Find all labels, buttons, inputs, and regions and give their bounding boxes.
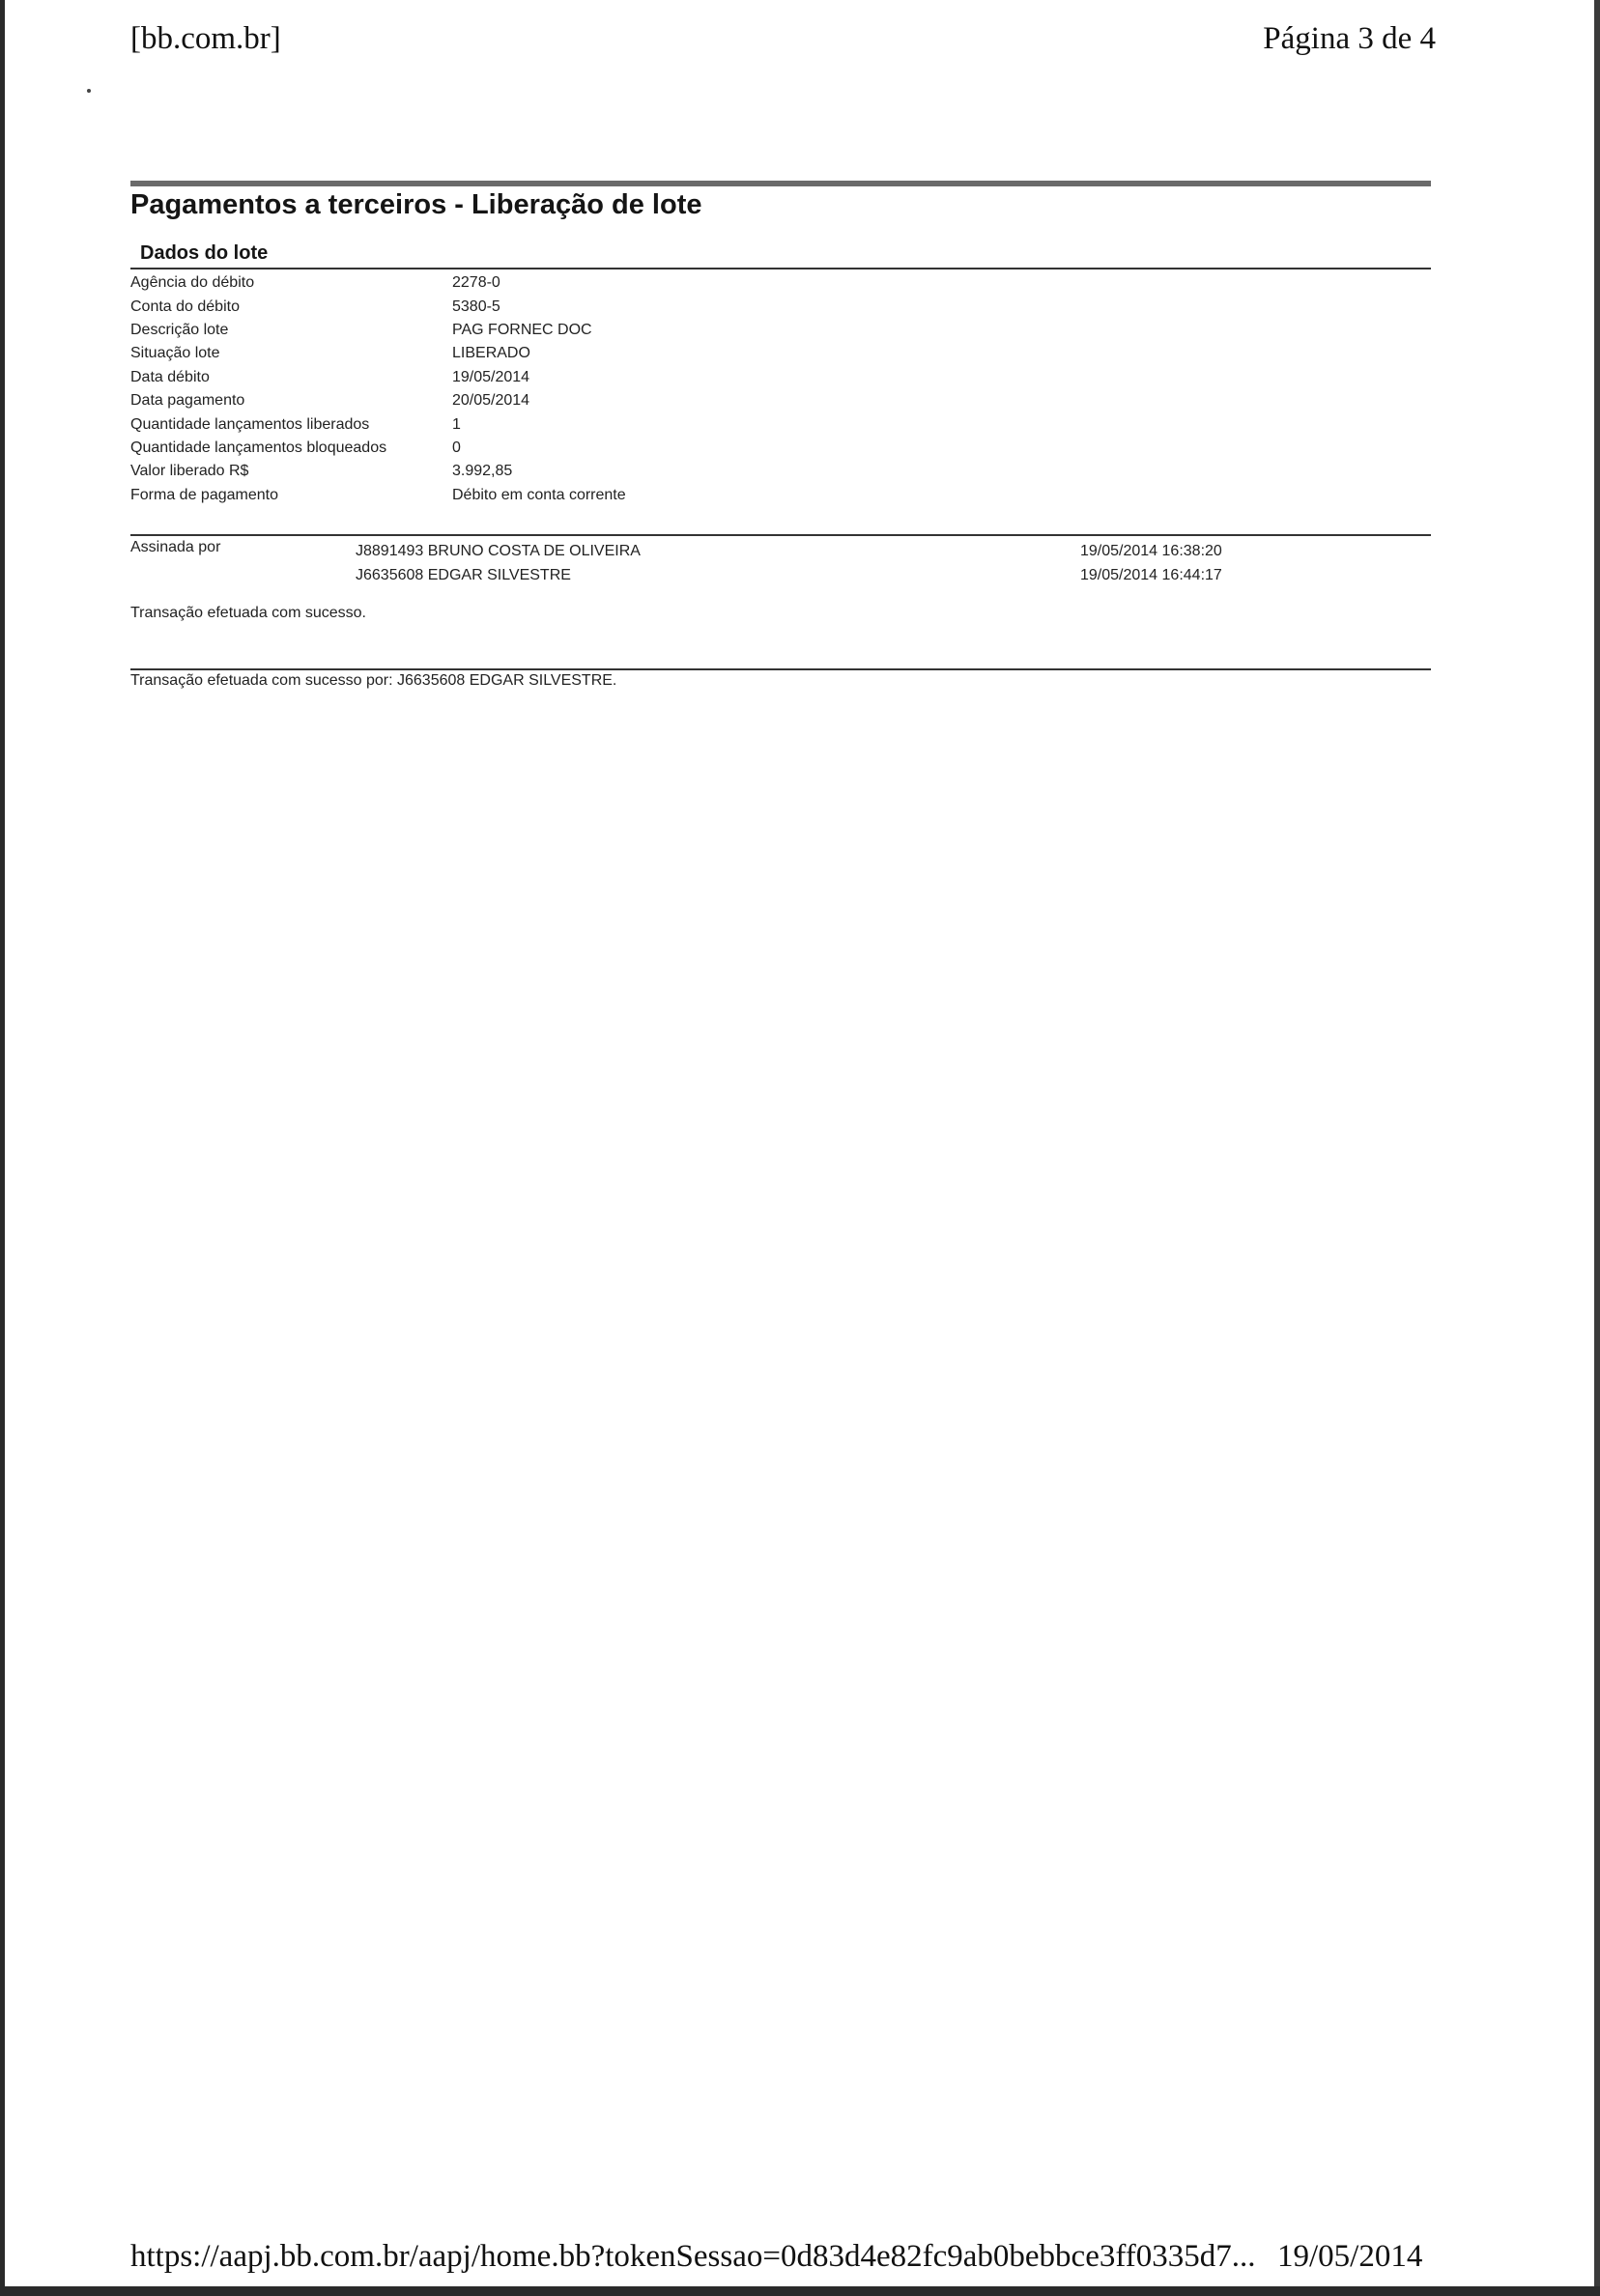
signatures-label: Assinada por: [130, 539, 221, 555]
field-row: [130, 412, 626, 436]
field-row: [130, 271, 626, 295]
batch-details-list: [130, 271, 626, 507]
section-divider: [130, 268, 1431, 269]
title-bar-rule: [130, 181, 1431, 186]
signature-row: [356, 539, 1264, 563]
print-footer-date: 19/05/2014: [1277, 2239, 1423, 2274]
scan-edge-left: [0, 0, 5, 2296]
print-footer-url: https://aapj.bb.com.br/aapj/home.bb?tokenSessao=0d83d4e82fc9ab0bebbce3ff0335d7...: [130, 2239, 1256, 2274]
section-title: Dados do lote: [140, 242, 269, 264]
field-value: 3.992,85: [452, 463, 513, 480]
field-label: Forma de pagamento: [130, 486, 278, 503]
field-row: [130, 437, 626, 460]
print-header-site: [bb.com.br]: [130, 21, 281, 56]
page-title: Pagamentos a terceiros - Liberação de lote: [130, 189, 702, 220]
signatures-divider: [130, 534, 1431, 536]
field-label: Data débito: [130, 368, 210, 385]
signer-name: J8891493 BRUNO COSTA DE OLIVEIRA: [356, 542, 641, 559]
final-divider: [130, 668, 1431, 670]
field-label: Agência do débito: [130, 274, 255, 292]
field-row: [130, 366, 626, 389]
field-value: 2278-0: [452, 274, 500, 292]
field-label: Data pagamento: [130, 392, 245, 410]
signature-timestamp: 19/05/2014 16:44:17: [1080, 566, 1222, 583]
field-label: Quantidade lançamentos liberados: [130, 415, 370, 433]
field-value: 5380-5: [452, 298, 500, 315]
signatures-list: [356, 539, 1264, 587]
field-row: [130, 484, 626, 507]
field-value: LIBERADO: [452, 345, 530, 362]
field-row: [130, 295, 626, 318]
field-value: PAG FORNEC DOC: [452, 321, 592, 338]
scan-artifact-dot: [87, 89, 91, 93]
field-value: 1: [452, 415, 461, 433]
field-label: Valor liberado R$: [130, 463, 249, 480]
field-value: 0: [452, 439, 461, 456]
field-value: 19/05/2014: [452, 368, 530, 385]
field-label: Situação lote: [130, 345, 220, 362]
field-row: [130, 389, 626, 412]
scan-edge-bottom: [0, 2286, 1600, 2296]
signature-row: [356, 563, 1264, 587]
signature-timestamp: 19/05/2014 16:38:20: [1080, 542, 1222, 559]
transaction-message: Transação efetuada com sucesso.: [130, 605, 366, 621]
field-label: Conta do débito: [130, 298, 240, 315]
field-value: 20/05/2014: [452, 392, 530, 410]
field-value: Débito em conta corrente: [452, 486, 626, 503]
field-row: [130, 319, 626, 342]
scan-edge-right: [1594, 0, 1600, 2296]
signer-name: J6635608 EDGAR SILVESTRE: [356, 566, 571, 583]
field-label: Quantidade lançamentos bloqueados: [130, 439, 387, 456]
field-row: [130, 342, 626, 365]
print-header-page-number: Página 3 de 4: [1263, 21, 1436, 56]
field-row: [130, 460, 626, 483]
field-label: Descrição lote: [130, 321, 229, 338]
final-status-message: Transação efetuada com sucesso por: J6635608 EDGAR SILVESTRE.: [130, 672, 617, 689]
